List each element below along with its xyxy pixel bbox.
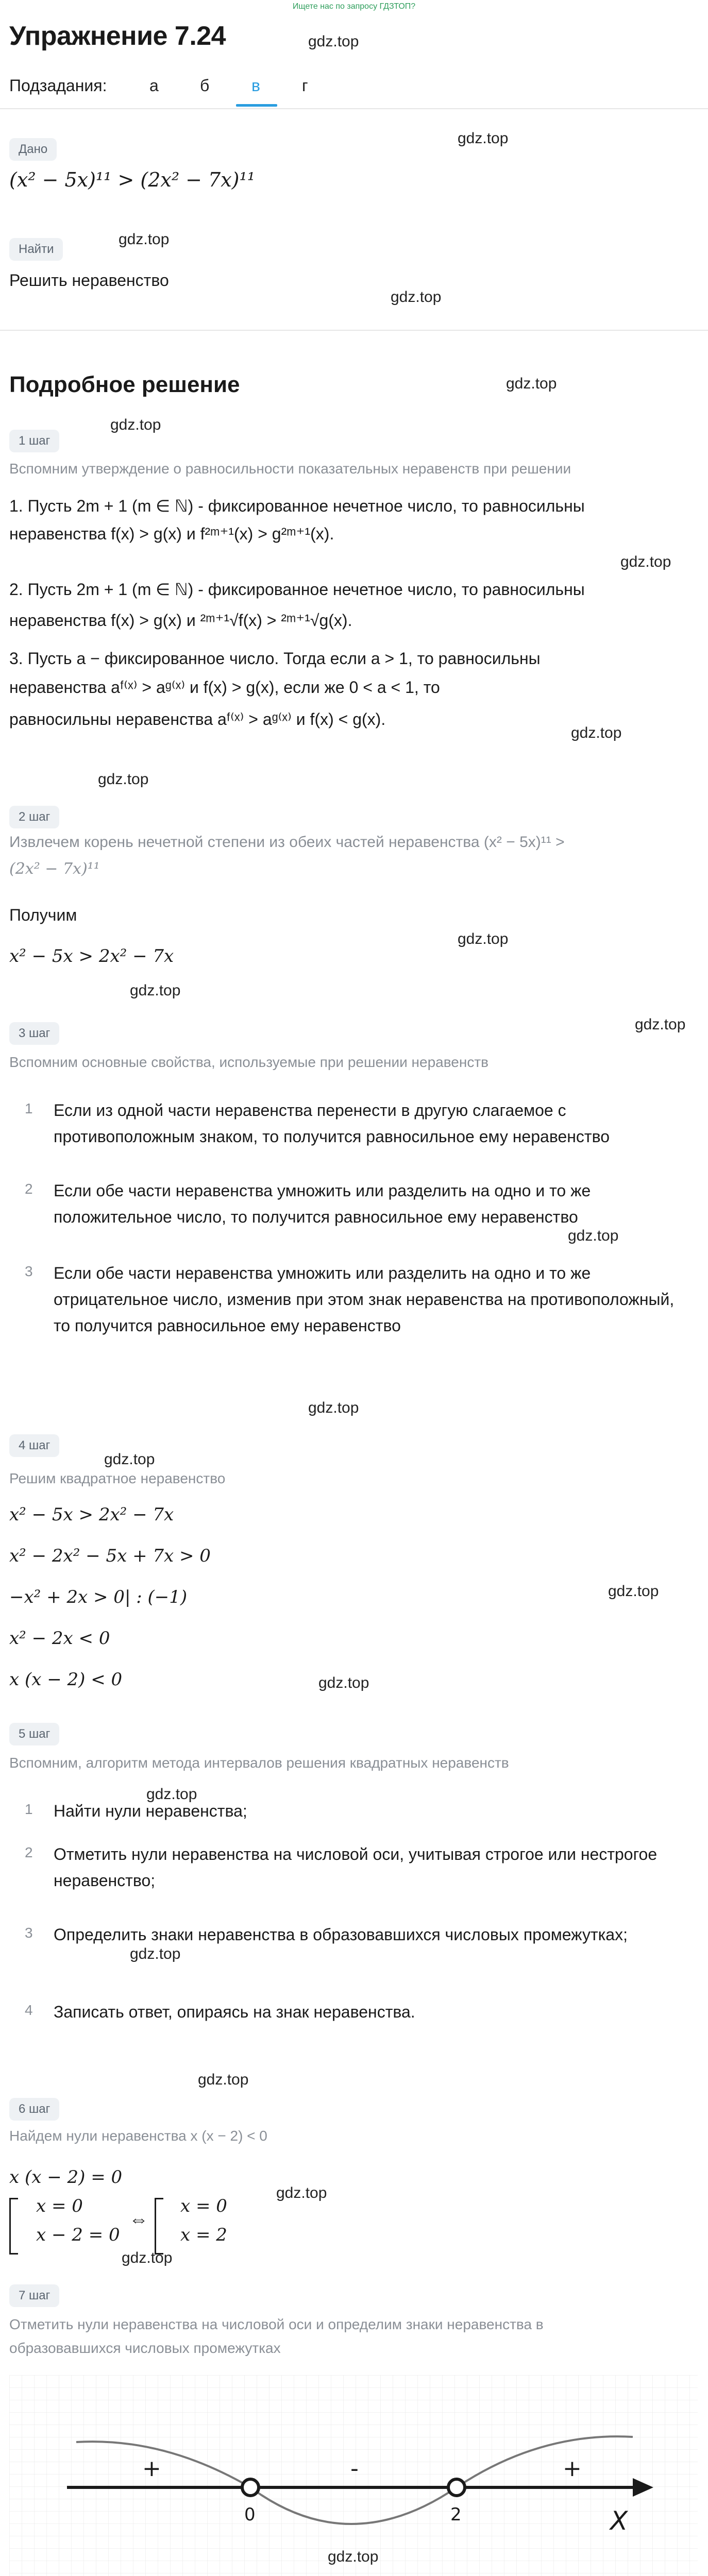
watermark: gdz.top [458,130,509,147]
step-3-desc: Вспомним основные свойства, используемые при решении неравенств [9,1054,489,1070]
top-banner[interactable]: Ищете нас по запросу ГДЗТОП? [292,2,416,11]
step-2-expr: x² − 5x > 2x² − 7x [9,946,174,967]
list-item-text: Найти нули неравенства; [54,1802,247,1820]
step-1-p3b: неравенства aᶠ⁽ˣ⁾ > aᵍ⁽ˣ⁾ и f(x) > g(x), если же 0 < a < 1, то [9,678,440,697]
watermark: gdz.top [146,1786,197,1803]
list-number: 2 [25,1844,33,1860]
page-title: Упражнение 7.24 [9,21,226,51]
sign-minus: - [350,2455,359,2482]
step-1-p1b: неравенства f(x) > g(x) и f²ᵐ⁺¹(x) > g²ᵐ⁺¹(x). [9,524,334,543]
watermark: gdz.top [635,1016,686,1033]
watermark: gdz.top [391,289,442,306]
watermark: gdz.top [571,724,622,741]
step-1-p1a: 1. Пусть 2m + 1 (m ∈ ℕ) - фиксированное нечетное число, то равносильны [9,497,585,515]
step-4-line-1: x² − 5x > 2x² − 7x [9,1504,174,1525]
list-item-text: Если обе части неравенства умножить или разделить на одно и то же положительное число, то получится равносильное ему неравенство [54,1181,591,1227]
list-number: 1 [25,1801,33,1817]
step-1-p3a: 3. Пусть a − фиксированное число. Тогда если a > 1, то равносильны [9,649,541,668]
step-chip-6: 6 шаг [9,2098,59,2121]
hollow-point-two [448,2479,465,2496]
watermark: gdz.top [130,1945,181,1962]
step-7-desc-1: Отметить нули неравенства на числовой оси и определим знаки неравенства в [9,2316,544,2332]
system-bracket [9,2198,18,2255]
given-expression: (x² − 5x)¹¹ > (2x² − 7x)¹¹ [9,168,255,191]
system-2-line-2: x = 2 [180,2225,227,2245]
step-2-desc-2: (2x² − 7x)¹¹ [9,860,100,878]
equivalence-symbol: ⇔ [129,2209,148,2230]
active-tab-indicator [236,104,277,107]
list-item-text: Определить знаки неравенства в образовавшихся числовых промежутках; [54,1925,628,1944]
step-7-desc-2: образовавшихся числовых промежутках [9,2340,281,2356]
watermark: gdz.top [130,982,181,999]
sign-plus-right: + [563,2455,582,2482]
sign-plus-left: + [142,2455,161,2482]
subtask-tab-g[interactable]: г [302,76,308,95]
step-chip-1: 1 шаг [9,430,59,452]
watermark: gdz.top [458,930,509,947]
watermark: gdz.top [122,2249,173,2266]
list-item-text: Если обе части неравенства умножить или разделить на одно и то же отрицательное число, изменив при этом знак неравенства на противоположный, то получится равносильное ему неравенство [54,1264,675,1335]
step-1-desc: Вспомним утверждение о равносильности показательных неравенств при решении [9,461,571,477]
watermark: gdz.top [506,375,557,392]
watermark: gdz.top [104,1451,155,1468]
point-label-two: 2 [450,2504,462,2525]
list-item-text: Если из одной части неравенства перенести в другую слагаемое с противоположным знаком, то получится равносильное ему неравенство [54,1101,610,1146]
step-4-line-3: −x² + 2x > 0| : (−1) [9,1587,188,1607]
step-6-eq: x (x − 2) = 0 [9,2167,123,2188]
list-number: 2 [25,1181,33,1197]
watermark: gdz.top [119,231,170,248]
find-chip: Найти [9,238,63,261]
hollow-point-zero [242,2479,259,2496]
step-1-p2a: 2. Пусть 2m + 1 (m ∈ ℕ) - фиксированное нечетное число, то равносильны [9,580,585,599]
list-item-text: Записать ответ, опираясь на знак неравенства. [54,2003,415,2021]
watermark: gdz.top [568,1227,619,1244]
step-5-desc: Вспомним, алгоритм метода интервалов решения квадратных неравенств [9,1755,509,1771]
system-bracket [155,2198,163,2255]
step-chip-4: 4 шаг [9,1434,59,1457]
subtask-tab-a[interactable]: а [149,76,159,95]
step-4-line-4: x² − 2x < 0 [9,1628,110,1649]
subtask-tab-b[interactable]: б [200,76,210,95]
step-4-desc: Решим квадратное неравенство [9,1470,226,1486]
step-2-get: Получим [9,906,77,924]
watermark: gdz.top [198,2071,249,2088]
list-number: 4 [25,2002,33,2018]
solution-title: Подробное решение [9,372,240,397]
step-4-line-2: x² − 2x² − 5x + 7x > 0 [9,1546,211,1566]
watermark: gdz.top [608,1583,659,1600]
step-chip-3: 3 шаг [9,1022,59,1045]
subtask-tab-v[interactable]: в [251,76,260,95]
watermark: gdz.top [318,1674,369,1691]
step-chip-2: 2 шаг [9,806,59,828]
watermark: gdz.top [620,553,671,570]
system-1-line-1: x = 0 [36,2196,83,2216]
step-4-line-5: x (x − 2) < 0 [9,1669,123,1690]
axis-label-x: X [610,2506,628,2536]
divider [0,330,708,331]
system-1-line-2: x − 2 = 0 [36,2225,120,2245]
system-2-line-1: x = 0 [180,2196,227,2216]
list-number: 1 [25,1100,33,1116]
watermark: gdz.top [308,1399,359,1416]
given-chip: Дано [9,138,57,161]
watermark: gdz.top [308,33,359,50]
watermark: gdz.top [110,416,161,433]
list-item-text: Отметить нули неравенства на числовой оси, учитывая строгое или нестрогое неравенство; [54,1845,658,1890]
number-line-graph [9,2375,698,2576]
list-number: 3 [25,1263,33,1279]
subtasks-label: Подзадания: [9,76,107,95]
watermark: gdz.top [276,2184,327,2201]
watermark: gdz.top [98,771,149,788]
step-6-desc: Найдем нули неравенства x (x − 2) < 0 [9,2128,267,2144]
divider [0,108,708,109]
find-text: Решить неравенство [9,271,169,290]
step-chip-5: 5 шаг [9,1723,59,1745]
step-chip-7: 7 шаг [9,2284,59,2307]
list-number: 3 [25,1925,33,1941]
step-2-desc-1: Извлечем корень нечетной степени из обеих частей неравенства (x² − 5x)¹¹ > [9,834,565,851]
step-1-p2b: неравенства f(x) > g(x) и ²ᵐ⁺¹√f(x) > ²ᵐ⁺¹√g(x). [9,611,352,630]
step-1-p3c: равносильны неравенства aᶠ⁽ˣ⁾ > aᵍ⁽ˣ⁾ и f(x) < g(x). [9,710,386,728]
point-label-zero: 0 [244,2504,256,2525]
watermark: gdz.top [328,2548,379,2565]
